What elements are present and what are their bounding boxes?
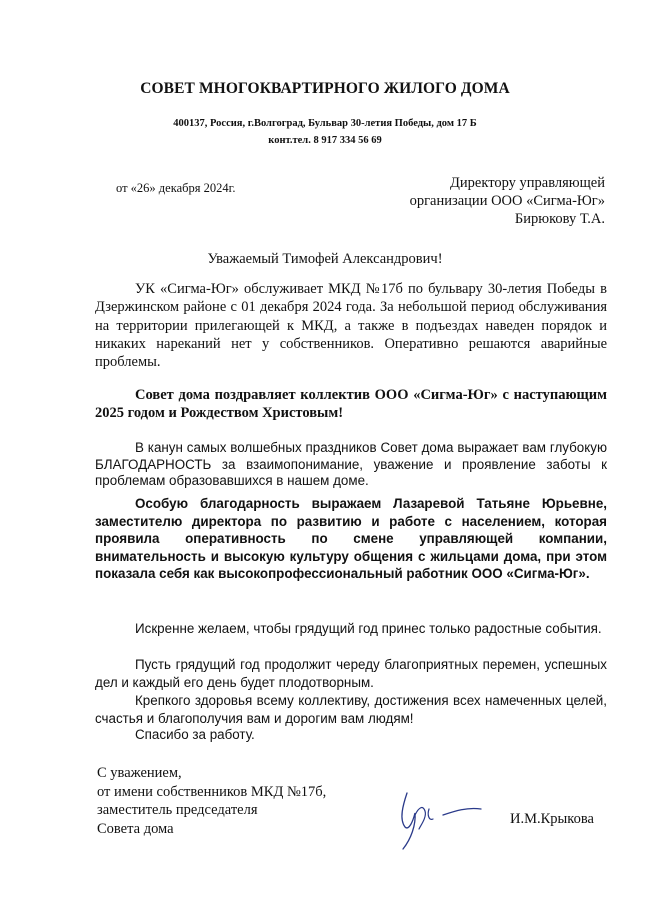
- paragraph-wish-3: Крепкого здоровья всему коллективу, достижения всех намеченных целей, счастья и благополучия вам и дорогим вам людям!: [95, 693, 607, 727]
- recipient-line-3: Бирюкову Т.А.: [514, 211, 605, 227]
- letterhead-phone: конт.тел. 8 917 334 56 69: [268, 135, 382, 146]
- paragraph-thanks: Спасибо за работу.: [135, 727, 255, 742]
- recipient-line-1: Директору управляющей: [450, 175, 605, 191]
- letter-date: от «26» декабря 2024г.: [116, 181, 236, 195]
- signer-name: И.М.Крыкова: [510, 811, 594, 827]
- closing-line-3: заместитель председателя: [97, 802, 258, 819]
- letterhead-address: 400137, Россия, г.Волгоград, Бульвар 30-летия Победы, дом 17 Б: [173, 118, 477, 129]
- paragraph-service: УК «Сигма-Юг» обслуживает МКД №17б по бульвару 30-летия Победы в Дзержинском районе с 01 декабря 2024 года. За небольшой период обслуживания на территории прилегающей к МКД, а также в подъездах наведен порядок и никаких нареканий нет у собственников. Оперативно решаются аварийные проблемы.: [95, 281, 607, 371]
- recipient-block: [410, 174, 605, 228]
- handwritten-signature: [385, 785, 495, 855]
- letterhead-title: СОВЕТ МНОГОКВАРТИРНОГО ЖИЛОГО ДОМА: [140, 80, 510, 97]
- paragraph-wish-1: Искренне желаем, чтобы грядущий год принес только радостные события.: [135, 621, 602, 636]
- closing-line-1: С уважением,: [97, 765, 182, 781]
- closing-block: [97, 764, 326, 838]
- paragraph-special-thanks: Особую благодарность выражаем Лазаревой Татьяне Юрьевне, заместителю директора по развитию и работе с населением, которая проявила оперативность по смене управляющей компании, внимательность и высокую культуру общения с жильцами дома, при этом показала себя как высокопрофессиональный работник ООО «Сигма-Юг».: [95, 496, 607, 582]
- closing-line-4: Совета дома: [97, 820, 174, 837]
- closing-line-2: от имени собственников МКД №17б,: [97, 783, 327, 800]
- paragraph-gratitude: В канун самых волшебных праздников Совет дома выражает вам глубокую БЛАГОДАРНОСТЬ за взаимопонимание, уважение и проявление заботы к проблемам образовавшихся в нашем доме.: [95, 440, 607, 489]
- paragraph-wish-2: Пусть грядущий год продолжит череду благоприятных перемен, успешных дел и каждый его день будет плодотворным.: [95, 657, 607, 691]
- recipient-line-2: организации ООО «Сигма-Юг»: [409, 193, 605, 209]
- paragraph-congratulation: Совет дома поздравляет коллектив ООО «Сигма-Юг» с наступающим 2025 годом и Рождеством Христовым!: [95, 387, 607, 422]
- greeting: Уважаемый Тимофей Александрович!: [207, 251, 443, 267]
